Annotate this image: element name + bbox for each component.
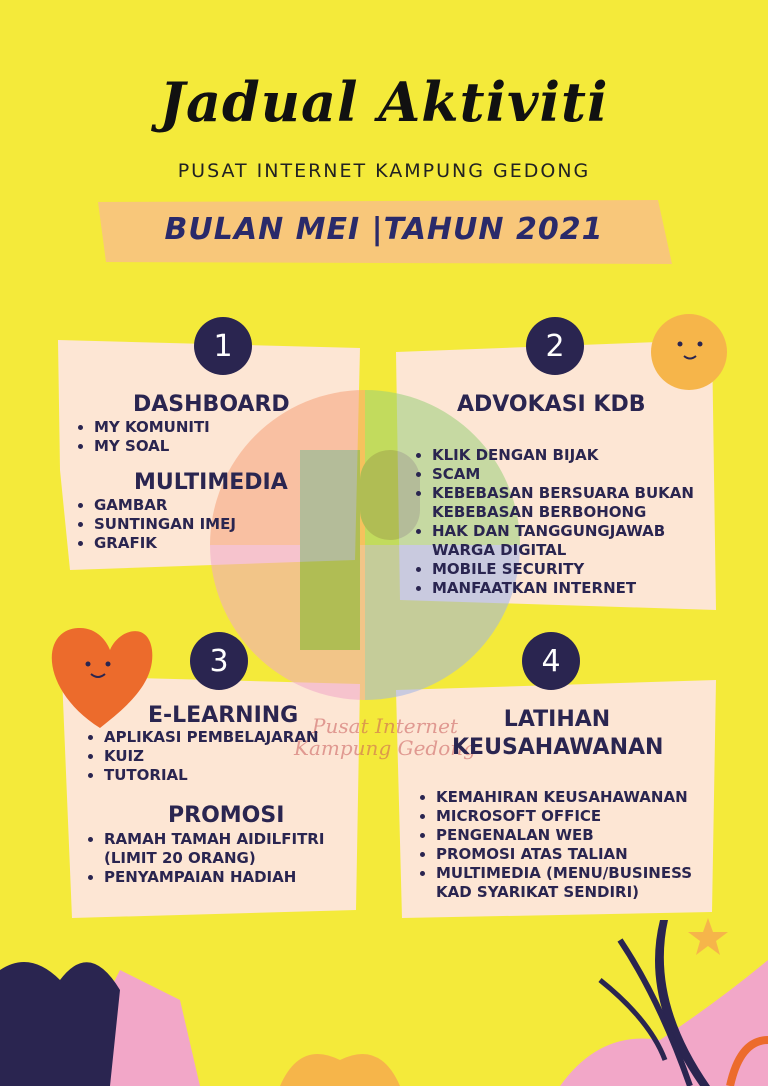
- list-item: • KEBEBASAN BERSUARA BUKAN KEBEBASAN BERBOHONG: [432, 484, 722, 522]
- card-1-section-2-list: [76, 496, 236, 553]
- list-item: • APLIKASI PEMBELAJARAN: [104, 728, 319, 747]
- list-item: • MOBILE SECURITY: [432, 560, 722, 579]
- list-item: • KUIZ: [104, 747, 319, 766]
- list-item: • SCAM: [432, 465, 722, 484]
- list-item: • PROMOSI ATAS TALIAN: [436, 845, 726, 864]
- list-item: • MY KOMUNITI: [94, 418, 210, 437]
- list-item: • MICROSOFT OFFICE: [436, 807, 726, 826]
- list-item: • HAK DAN TANGGUNGJAWAB WARGA DIGITAL: [432, 522, 722, 560]
- sun-face-icon: [651, 314, 727, 390]
- star-icon: [688, 918, 728, 955]
- list-item: • GRAFIK: [94, 534, 236, 553]
- card-1-section-1-list: [76, 418, 210, 456]
- list-item: • TUTORIAL: [104, 766, 319, 785]
- card-3-number: 3: [190, 632, 248, 690]
- navy-leaf-shape: [0, 962, 120, 1086]
- list-item: • SUNTINGAN IMEJ: [94, 515, 236, 534]
- list-item: • PENYAMPAIAN HADIAH: [104, 868, 364, 887]
- card-3-section-1-list: [86, 728, 319, 785]
- list-item: • KLIK DENGAN BIJAK: [432, 446, 722, 465]
- card-3-section-2-list: [86, 830, 364, 887]
- banner-text: BULAN MEI |TAHUN 2021: [164, 212, 604, 247]
- watermark-line-1: Pusat Internet: [312, 714, 458, 738]
- card-1-number: 1: [194, 317, 252, 375]
- page-title: Jadual Aktiviti: [159, 70, 609, 134]
- page-subtitle: PUSAT INTERNET KAMPUNG GEDONG: [177, 160, 591, 182]
- card-2-number: 2: [526, 317, 584, 375]
- card-3-section-2-title: PROMOSI: [168, 803, 285, 828]
- card-4-number: 4: [522, 632, 580, 690]
- list-item: • MULTIMEDIA (MENU/BUSINESS KAD SYARIKAT SENDIRI): [436, 864, 726, 902]
- orange-floral-shape: [280, 1054, 400, 1086]
- card-1-section-2-title: MULTIMEDIA: [134, 470, 288, 495]
- list-item: • RAMAH TAMAH AIDILFITRI (LIMIT 20 ORANG): [104, 830, 364, 868]
- list-item: • PENGENALAN WEB: [436, 826, 726, 845]
- list-item: • MANFAATKAN INTERNET: [432, 579, 722, 598]
- list-item: • GAMBAR: [94, 496, 236, 515]
- list-item: • KEMAHIRAN KEUSAHAWANAN: [436, 788, 726, 807]
- card-4-section-1-list: [418, 788, 726, 902]
- card-1-section-1-title: DASHBOARD: [133, 392, 290, 417]
- card-2-section-1-list: [414, 446, 722, 598]
- list-item: • MY SOAL: [94, 437, 210, 456]
- watermark-line-2: Kampung Gedong: [294, 736, 476, 760]
- card-4-section-1-title: LATIHAN KEUSAHAWANAN: [452, 707, 664, 760]
- card-3-section-1-title: E-LEARNING: [148, 703, 299, 728]
- card-2-section-1-title: ADVOKASI KDB: [457, 392, 646, 417]
